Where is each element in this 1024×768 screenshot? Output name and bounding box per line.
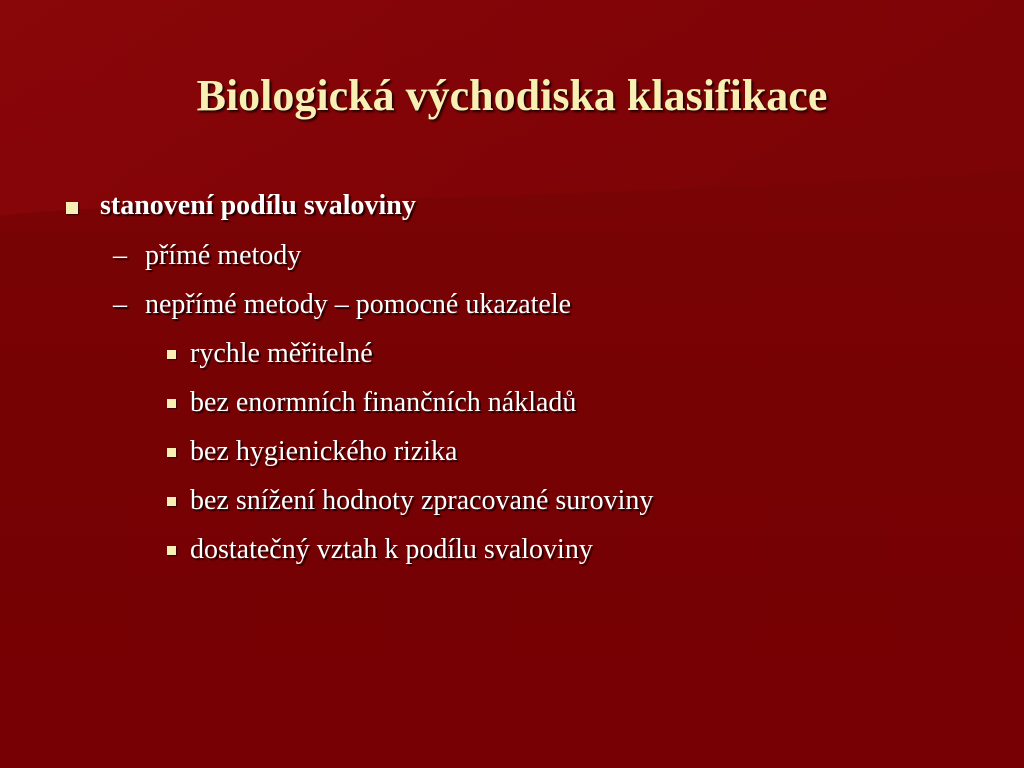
bullet-square-icon: [167, 448, 176, 457]
sub-item: přímé metody: [145, 240, 302, 271]
sub-sub-item: bez hygienického rizika: [190, 436, 458, 467]
bullet-square-icon: [66, 202, 78, 214]
slide-title: Biologická východiska klasifikace: [196, 71, 828, 120]
sub-item: nepřímé metody – pomocné ukazatele: [145, 289, 572, 320]
bullet-square-icon: [167, 399, 176, 408]
dash-marker: –: [113, 240, 127, 271]
bullet-square-icon: [167, 546, 176, 555]
bullet-square-icon: [167, 350, 176, 359]
dash-marker: –: [113, 289, 127, 320]
sub-sub-item: rychle měřitelné: [190, 338, 373, 369]
bullet-item: stanovení podílu svaloviny: [100, 190, 416, 221]
sub-sub-item: dostatečný vztah k podílu svaloviny: [190, 534, 593, 565]
sub-sub-item: bez enormních finančních nákladů: [190, 387, 577, 418]
sub-sub-item: bez snížení hodnoty zpracované suroviny: [190, 485, 654, 516]
bullet-square-icon: [167, 497, 176, 506]
